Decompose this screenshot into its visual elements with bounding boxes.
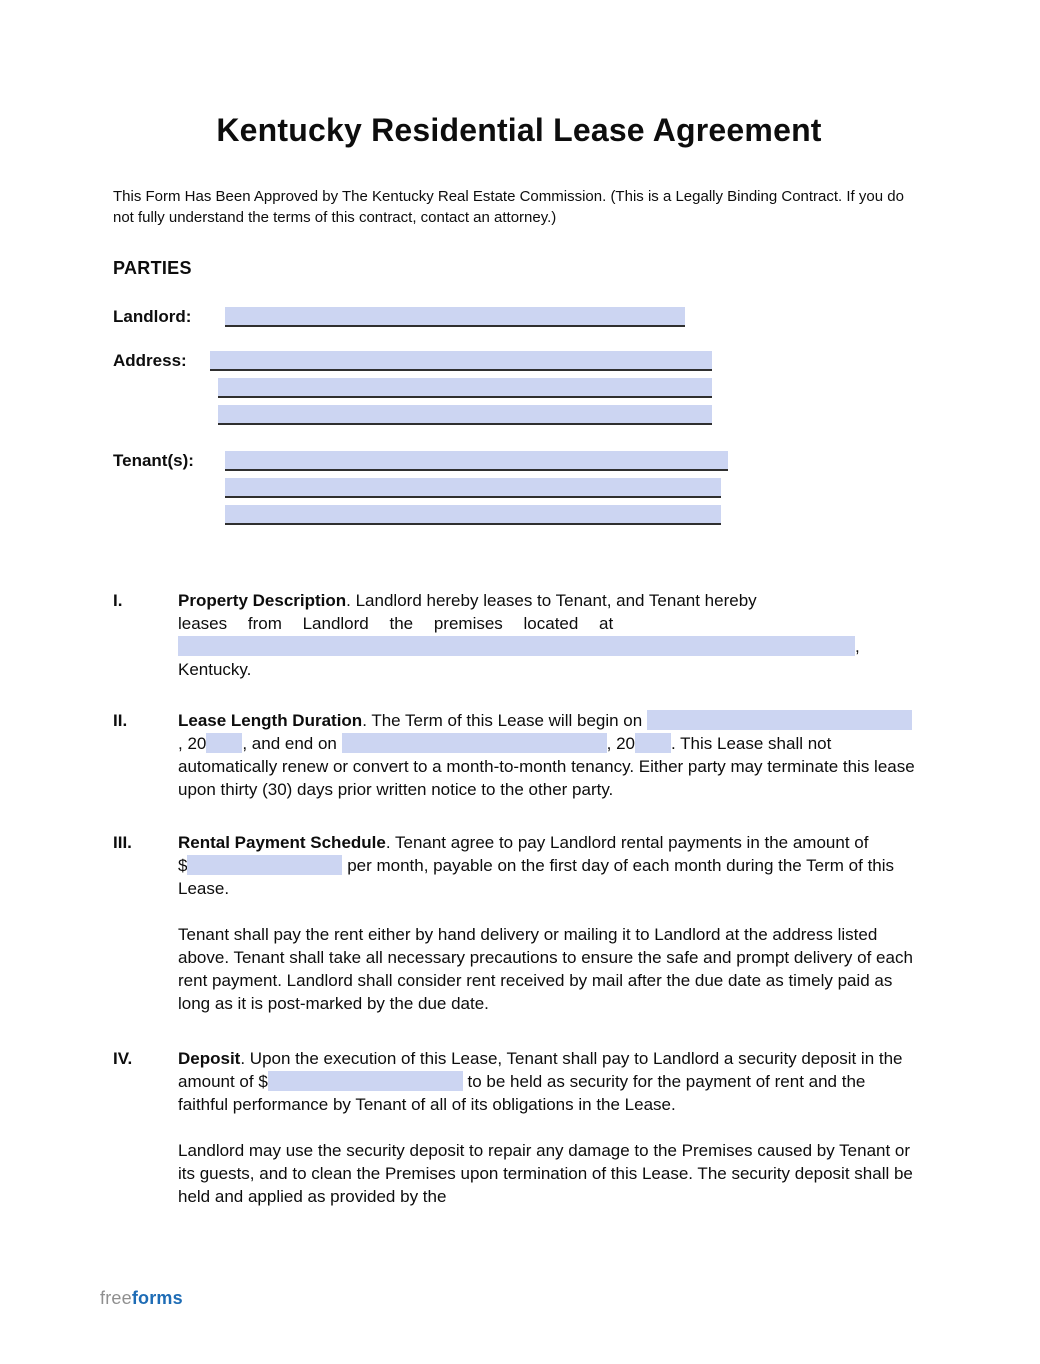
section-3-text-intro: . Tenant agree to pay Landlord rental payments in the amount of — [385, 832, 869, 852]
section-4-numeral: IV. — [113, 1048, 133, 1068]
lease-start-year-field[interactable] — [206, 733, 242, 753]
premises-address-field[interactable] — [178, 636, 855, 656]
deposit-amount-group — [258, 1072, 462, 1091]
lease-end-date-field[interactable] — [342, 733, 607, 753]
section-3-text-rest: per month, payable on the first day of each month during the Term of this Lease. — [178, 855, 895, 898]
landlord-row — [113, 307, 925, 327]
section-1-numeral: I. — [113, 590, 123, 610]
section-4-text-rest: to be held as security for the payment of rent and the faithful performance by Tenant of all of its obligations in the Lease. — [178, 1071, 866, 1114]
parties-heading: PARTIES — [113, 257, 192, 278]
landlord-name-field[interactable] — [225, 307, 685, 327]
monthly-rent-amount-field[interactable] — [187, 855, 342, 875]
section-1-paragraph — [178, 589, 915, 635]
logo-free-text: free — [100, 1288, 132, 1308]
rent-amount-group — [178, 856, 342, 875]
end-year-prefix-text: 20 — [616, 733, 636, 753]
tenant-names-field-1[interactable] — [225, 451, 728, 471]
section-property-description — [113, 589, 925, 681]
tenants-row — [113, 451, 925, 525]
section-1-text-intro: . Landlord hereby leases to Tenant, and Tenant hereby — [346, 590, 757, 610]
logo-forms-text: forms — [131, 1288, 183, 1308]
section-1-body — [178, 589, 915, 681]
after-start-date-text: , 20 — [178, 733, 207, 753]
intro-text: This Form Has Been Approved by The Kentucky Real Estate Commission. (This is a Legally Binding Contract. If you do not fully understand the terms of this contract, contact an attorney.) — [113, 187, 904, 226]
landlord-label: Landlord: — [113, 306, 192, 326]
section-3-heading: Rental Payment Schedule — [178, 832, 386, 852]
lease-start-date-field[interactable] — [647, 710, 912, 730]
tenant-names-field-2[interactable] — [225, 478, 721, 498]
rent-dollar-sign: $ — [178, 855, 188, 875]
landlord-address-field-3[interactable] — [218, 405, 712, 425]
section-3-numeral: III. — [113, 832, 132, 852]
section-1-heading: Property Description — [178, 590, 347, 610]
section-2-numeral: II. — [113, 710, 128, 730]
landlord-address-field-1[interactable] — [210, 351, 712, 371]
section-4-paragraph-1 — [178, 1047, 915, 1116]
deposit-dollar-sign: $ — [258, 1071, 268, 1091]
section-3-paragraph-1 — [178, 831, 915, 900]
tenants-field-stack — [225, 451, 728, 525]
page-title: Kentucky Residential Lease Agreement — [216, 112, 822, 148]
section-4-body — [178, 1047, 915, 1208]
tenant-names-field-3[interactable] — [225, 505, 721, 525]
between-dates-text: , and end on — [242, 733, 342, 753]
section-2-text-rest: . This Lease shall not automatically renew or convert to a month-to-month tenancy. Either party may terminate this lease upon thirty (30) days prior written notice to the other party. — [178, 733, 915, 799]
premises-address-line — [178, 635, 915, 658]
address-label: Address: — [113, 350, 187, 370]
security-deposit-amount-field[interactable] — [268, 1071, 463, 1091]
section-2-paragraph — [178, 709, 915, 801]
section-4-heading: Deposit — [178, 1048, 241, 1068]
section-3-paragraph-2: Tenant shall pay the rent either by hand delivery or mailing it to Landlord at the address listed above. Tenant shall take all necessary precautions to ensure the safe and prompt delivery of each rent payment. Landlord shall consider rent received by mail after the due date as timely paid as long as it is post-marked by the due date. — [178, 924, 913, 1013]
section-rental-payment — [113, 831, 925, 1015]
end-year-group — [616, 734, 671, 753]
freeforms-logo — [100, 1288, 183, 1309]
section-1-after-field: , — [855, 636, 860, 656]
section-lease-length — [113, 709, 925, 801]
section-1-text-justified: leases from Landlord the premises located at — [178, 613, 614, 633]
lease-end-year-field[interactable] — [635, 733, 671, 753]
section-2-heading: Lease Length Duration — [178, 710, 363, 730]
section-2-body — [178, 709, 915, 801]
address-field-stack — [210, 351, 712, 425]
start-year-group — [178, 734, 242, 753]
section-4-text-intro: . Upon the execution of this Lease, Tenant shall pay to Landlord a security deposit in the amount of — [178, 1048, 903, 1091]
section-2-text-intro: . The Term of this Lease will begin on — [362, 710, 643, 730]
address-row — [113, 351, 925, 425]
section-deposit — [113, 1047, 925, 1208]
section-1-text-end: Kentucky. — [178, 659, 252, 679]
landlord-field-stack — [225, 307, 685, 327]
tenants-label: Tenant(s): — [113, 450, 194, 470]
landlord-address-field-2[interactable] — [218, 378, 712, 398]
after-end-date-text: , — [606, 733, 612, 753]
section-4-paragraph-2: Landlord may use the security deposit to repair any damage to the Premises caused by Tenant or its guests, and to clean the Premises upon termination of this Lease. The security deposit shall be held and applied as provided by the — [178, 1140, 913, 1206]
section-3-body — [178, 831, 915, 1015]
